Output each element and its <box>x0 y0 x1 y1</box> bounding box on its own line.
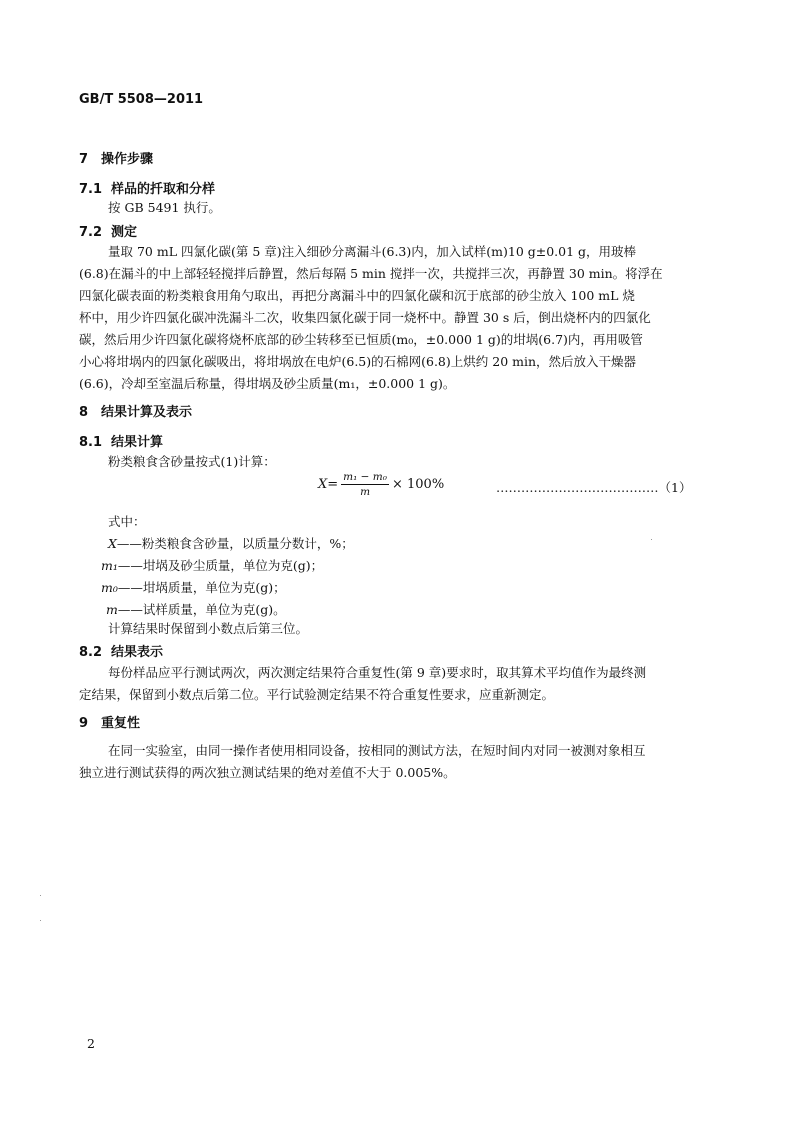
body-line: 四氯化碳表面的粉类粮食用角勺取出，再把分离漏斗中的四氯化碳和沉于底部的砂尘放入 100 mL 烧 <box>79 288 635 303</box>
section-number: 7.2 <box>79 225 103 240</box>
section-7-1-heading <box>79 178 215 197</box>
scan-speck <box>651 539 652 540</box>
section-7-heading <box>79 148 153 167</box>
scan-speck <box>40 895 41 896</box>
section-7-2-heading <box>79 221 137 240</box>
section-title: 样品的扦取和分样 <box>111 182 216 197</box>
section-number: 8.2 <box>79 645 103 660</box>
definition-symbol: X <box>108 536 117 551</box>
body-line: 独立进行测试获得的两次独立测试结果的绝对差值不大于 0.005%。 <box>79 765 456 780</box>
section-title: 测定 <box>111 225 138 240</box>
section-number: 7.1 <box>79 182 103 197</box>
body-line: 在同一实验室，由同一操作者使用相同设备，按相同的测试方法，在短时间内对同一被测对象相互 <box>108 743 646 758</box>
formula-fraction <box>341 470 389 499</box>
definition-text: ——坩埚质量，单位为克(g)； <box>117 580 286 595</box>
standard-code: GB/T 5508—2011 <box>79 92 204 107</box>
body-line: 碳，然后用少许四氯化碳将烧杯底部的砂尘转移至已恒质(m₀，±0.000 1 g)的坩埚(6.7)内，再用吸管 <box>79 332 643 347</box>
section-8-heading <box>79 401 192 420</box>
section-title: 结果计算 <box>111 435 164 450</box>
page-number: 2 <box>87 1036 95 1051</box>
section-title: 操作步骤 <box>101 152 154 167</box>
definition-item <box>108 534 354 552</box>
body-line: 定结果，保留到小数点后第二位。平行试验测定结果不符合重复性要求，应重新测定。 <box>79 687 555 702</box>
formula-lhs: X <box>318 477 328 492</box>
body-line: 每份样品应平行测试两次，两次测定结果符合重复性(第 9 章)要求时，取其算术平均值作为最终测 <box>108 665 647 680</box>
definition-symbol: m <box>106 602 118 617</box>
body-line: 量取 70 mL 四氯化碳(第 5 章)注入细砂分离漏斗(6.3)内，加入试样(m)10 g±0.01 g，用玻棒 <box>108 244 637 259</box>
section-7-1-text: 按 GB 5491 执行。 <box>108 200 221 215</box>
definition-item <box>101 578 286 596</box>
scan-speck <box>40 920 41 921</box>
section-title: 重复性 <box>101 716 141 731</box>
definition-item <box>106 600 286 618</box>
section-number: 8 <box>79 405 89 420</box>
definition-symbol: m₀ <box>101 580 118 595</box>
definition-item <box>101 556 323 574</box>
body-line: (6.6)，冷却至室温后称量，得坩埚及砂尘质量(m₁，±0.000 1 g)。 <box>79 376 456 391</box>
section-9-heading <box>79 712 140 731</box>
section-8-1-heading <box>79 431 163 450</box>
section-number: 7 <box>79 152 89 167</box>
body-line: 杯中，用少许四氯化碳冲洗漏斗二次，收集四氯化碳于同一烧杯中。静置 30 s 后，倒出烧杯内的四氯化 <box>79 310 651 325</box>
section-number: 9 <box>79 716 89 731</box>
section-title: 结果计算及表示 <box>101 405 193 420</box>
definition-symbol: m₁ <box>101 558 118 573</box>
formula-numerator: m₁ − m₀ <box>343 471 387 483</box>
formula-tail: × 100% <box>391 477 445 492</box>
definition-text: ——粉类粮食含砂量，以质量分数计，%； <box>116 536 354 551</box>
definition-text: ——试样质量，单位为克(g)。 <box>117 602 286 617</box>
section-8-2-heading <box>79 641 163 660</box>
body-line: 小心将坩埚内的四氯化碳吸出，将坩埚放在电炉(6.5)的石棉网(6.8)上烘约 20 min，然后放入干燥器 <box>79 354 637 369</box>
formula-denominator: m <box>360 486 371 498</box>
formula-equals: = <box>327 477 339 492</box>
where-label: 式中： <box>108 514 146 529</box>
definition-text: ——坩埚及砂尘质量，单位为克(g)； <box>117 558 324 573</box>
section-title: 结果表示 <box>111 645 164 660</box>
body-line: (6.8)在漏斗的中上部轻轻搅拌后静置，然后每隔 5 min 搅拌一次，共搅拌三次，再静置 30 min。将浮在 <box>79 266 663 281</box>
equation-number: …………………………………（1） <box>496 480 692 495</box>
rounding-note: 计算结果时保留到小数点后第三位。 <box>108 621 309 636</box>
formula-intro: 粉类粮食含砂量按式(1)计算： <box>108 454 276 469</box>
formula-1 <box>318 470 444 499</box>
section-number: 8.1 <box>79 435 103 450</box>
